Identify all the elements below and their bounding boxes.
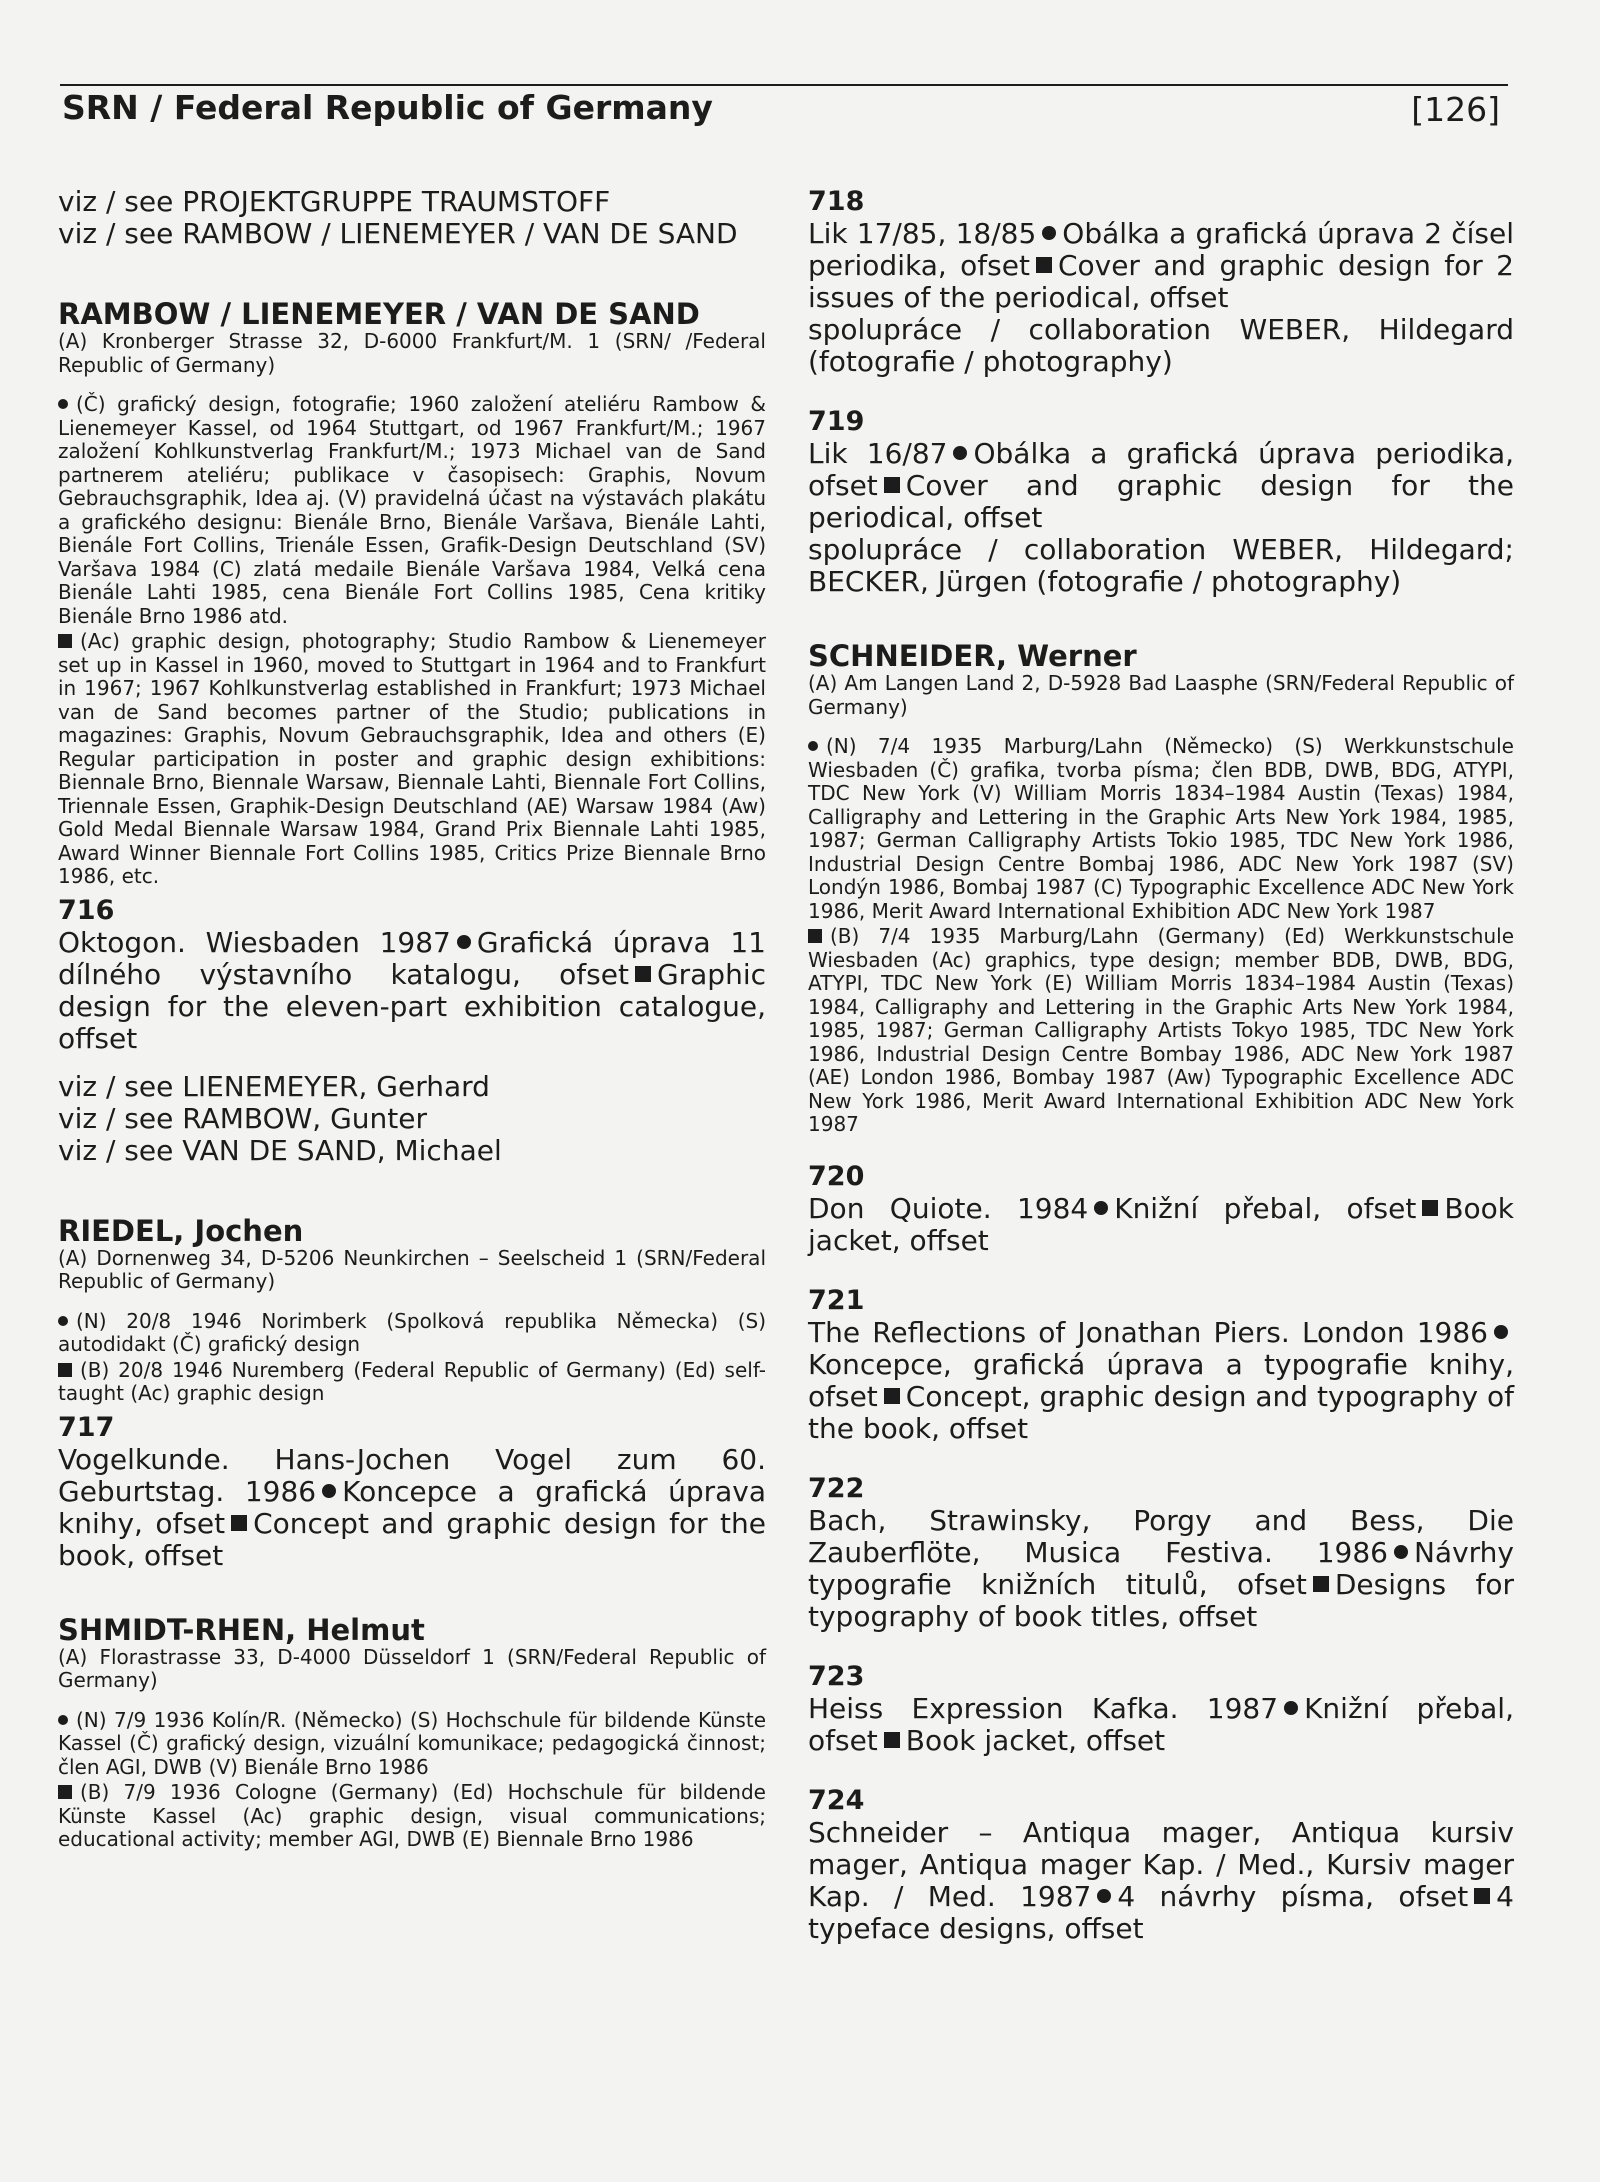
dot-icon [457,935,471,949]
artist-name: RAMBOW / LIENEMEYER / VAN DE SAND [58,297,700,331]
dot-icon [953,446,967,460]
square-icon [884,1388,900,1404]
entry-text: Heiss Expression Kafka. 1987 Knižní přebal, ofset Book jacket, offset [808,1691,1514,1757]
artist-address: (A) Kronberger Strasse 32, D-6000 Frankfurt/M. 1 (SRN/ /Federal Republic of Germany) [58,329,766,377]
entry-text: The Reflections of Jonathan Piers. London 1986Koncepce, grafická úprava a typografie knihy, ofset Concept, graphic design and typography of the book, offset [808,1315,1514,1445]
entry-text: Lik 17/85, 18/85 Obálka a grafická úprava 2 čísel periodika, ofset Cover and graphic design for 2 issues of the periodical, offset [808,217,1514,314]
entry-text: Bach, Strawinsky, Porgy and Bess, Die Zauberflöte, Musica Festiva. 1986 Návrhy typografie knižních titulů, ofset Designs for typography of book titles, offset [808,1503,1514,1633]
square-icon [635,966,651,982]
entry-number: 721 [808,1284,865,1316]
entry-text: Schneider – Antiqua mager, Antiqua kursiv mager, Antiqua mager Kap. / Med., Kursiv mager Kap. / Med. 1987 4 návrhy písma, ofset 4 typeface designs, offset [808,1815,1514,1945]
english-square-icon [58,1363,72,1377]
entry-text: Oktogon. Wiesbaden 1987 Grafická úprava 11 dílného výstavního katalogu, ofset Graphic design for the eleven-part exhibition catalogue, offset [58,925,766,1055]
entry-number: 718 [808,186,865,217]
square-icon [1313,1576,1329,1592]
artist-address: (A) Dornenweg 34, D-5206 Neunkirchen – Seelscheid 1 (SRN/Federal Republic of Germany) [58,1245,766,1293]
artist-address: (A) Am Langen Land 2, D-5928 Bad Laasphe (SRN/Federal Republic of Germany) [808,671,1514,719]
see-ref: viz / see LIENEMEYER, Gerhard [58,1069,490,1103]
artist-address: (A) Florastrasse 33, D-4000 Düsseldorf 1 (SRN/Federal Republic of Germany) [58,1644,766,1692]
dot-icon [1097,1889,1111,1903]
artist-entry-shmidt [58,1614,766,1852]
entry-number: 723 [808,1660,865,1692]
czech-dot-icon [808,741,818,751]
dot-icon [1284,1701,1298,1715]
entry-text: Vogelkunde. Hans-Jochen Vogel zum 60. Geburtstag. 1986 Koncepce a grafická úprava knihy, ofset Concept and graphic design for the book, offset [58,1442,766,1572]
artist-entry-riedel [58,1215,766,1406]
bio-czech: (N) 20/8 1946 Norimberk (Spolková republika Německa) (S) autodidakt (Č) grafický design [58,1308,766,1356]
artist-entry-schneider [808,640,1514,1137]
square-icon [1474,1888,1490,1904]
bio-english: (B) 7/9 1936 Cologne (Germany) (Ed) Hochschule für bildende Künste Kassel (Ac) graphic design, visual communications; educational activity; member AGI, DWB (E) Biennale Brno 1986 [58,1780,766,1851]
artist-name: SHMIDT-RHEN, Helmut [58,1612,425,1647]
artist-entry-rambow [58,298,766,889]
czech-dot-icon [58,399,68,409]
dot-icon [1094,1201,1108,1215]
see-ref: viz / see RAMBOW / LIENEMEYER / VAN DE SAND [58,217,738,250]
see-ref: viz / see PROJEKTGRUPPE TRAUMSTOFF [58,185,611,218]
left-column [58,186,766,1854]
square-icon [231,1515,247,1531]
dot-icon [1394,1545,1408,1559]
entry-number: 716 [58,894,115,926]
czech-dot-icon [58,1715,68,1725]
entry-text: Don Quiote. 1984 Knižní přebal, ofset Book jacket, offset [808,1191,1514,1257]
bio-czech: (Č) grafický design, fotografie; 1960 založení ateliéru Rambow & Lienemeyer Kassel, od 1964 Stuttgart, od 1967 Frankfurt/M.; 1967 založení Kohlkunstverlag Frankfurt/M.; 1973 Michael van de Sand partnerem ateliéru; publikace v časopisech: Graphis, Novum Gebrauchsgraphik, Idea aj. (V) pravidelná účast na výstavách plakátu a grafického designu: Bienále Brno, Bienále Varšava, Bienále Lahti, Bienále Fort Collins, Trienále Essen, Grafik-Design Deutschland (SV) Varšava 1984 (C) zlatá medaile Bienále Varšava 1984, Velká cena Bienále Lahti 1985, cena Bienále Fort Collins 1985, Cena kritiky Bienále Brno 1986 atd. [58,392,766,628]
czech-dot-icon [58,1316,68,1326]
bio-english: (B) 7/4 1935 Marburg/Lahn (Germany) (Ed) Werkkunstschule Wiesbaden (Ac) graphics, type design; member BDB, DWB, BDG, ATYPI, TDC New York (E) William Morris 1834–1984 Austin (Texas) 1984, Calligraphy and Lettering in the Graphic Arts New York 1984, 1985, 1987; German Calligraphy Artists Tokyo 1985, TDC New York 1986, Industrial Design Centre Bombay 1986, ADC New York 1987 (AE) London 1986, Bombay 1987 (Aw) Typographic Excellence ADC New York 1986, Merit Award International Exhibition ADC New York 1987 [808,924,1514,1136]
see-references [58,186,766,250]
header-rule [60,84,1508,86]
bio-czech: (N) 7/4 1935 Marburg/Lahn (Německo) (S) Werkkunstschule Wiesbaden (Č) grafika, tvorba písma; člen BDB, DWB, BDG, ATYPI, TDC New York (V) William Morris 1834–1984 Austin (Texas) 1984, Calligraphy and Lettering in the Graphic Arts New York 1984, 1985, 1987; German Calligraphy Artists Tokio 1985, TDC New York 1986, Industrial Design Centre Bombaj 1986, ADC New York 1987 (SV) Londýn 1986, Bombaj 1987 (C) Typographic Excellence ADC New York 1986, Merit Award International Exhibition ADC New York 1987 [808,734,1514,923]
entry-text: Lik 16/87 Obálka a grafická úprava periodika, ofset Cover and graphic design for the periodical, offset [808,437,1515,534]
see-ref: viz / see VAN DE SAND, Michael [58,1133,502,1167]
entry-number: 719 [808,406,865,437]
bio-czech: (N) 7/9 1936 Kolín/R. (Německo) (S) Hochschule für bildende Künste Kassel (Č) grafický design, vizuální komunikace; pedagogická činnost; člen AGI, DWB (V) Bienále Brno 1986 [58,1707,766,1779]
english-square-icon [808,929,822,943]
right-column [808,186,1514,1945]
artist-name: SCHNEIDER, Werner [808,639,1137,673]
square-icon [884,477,900,493]
page-header [62,88,1508,138]
square-icon [884,1732,900,1748]
square-icon [1422,1200,1438,1216]
dot-icon [1042,226,1056,240]
see-ref: viz / see RAMBOW, Gunter [58,1101,428,1135]
artist-name: RIEDEL, Jochen [58,1213,304,1248]
entry-number: 722 [808,1472,865,1504]
page-title: SRN / Federal Republic of Germany [62,88,713,127]
english-square-icon [58,634,72,648]
bio-english: (Ac) graphic design, photography; Studio Rambow & Lienemeyer set up in Kassel in 1960, moved to Stuttgart in 1964 and to Frankfurt in 1967; 1967 Kohlkunstverlag established in Frankfurt; 1973 Michael van de Sand becomes partner of the Studio; publications in magazines: Graphis, Novum Gebrauchsgraphik, Idea and others (E) Regular participation in poster and graphic design exhibitions: Biennale Brno, Biennale Warsaw, Biennale Lahti, Biennale Fort Collins, Triennale Essen, Graphik-Design Deutschland (AE) Warsaw 1984 (Aw) Gold Medal Biennale Warsaw 1984, Grand Prix Biennale Lahti 1985, Award Winner Biennale Fort Collins 1985, Critics Prize Biennale Brno 1986, etc. [58,629,766,888]
english-square-icon [58,1785,72,1799]
entry-collaboration: spolupráce / collaboration WEBER, Hildegard; BECKER, Jürgen (fotografie / photography) [808,533,1514,598]
entry-number: 720 [808,1160,865,1192]
bio-english: (B) 20/8 1946 Nuremberg (Federal Republic of Germany) (Ed) self-taught (Ac) graphic design [58,1357,766,1405]
dot-icon [1494,1325,1508,1339]
square-icon [1036,257,1052,273]
entry-number: 724 [808,1784,865,1816]
see-references-2 [58,1071,766,1167]
dot-icon [322,1484,336,1498]
entry-collaboration: spolupráce / collaboration WEBER, Hildegard (fotografie / photography) [808,313,1514,378]
entry-number: 717 [58,1411,115,1443]
page-number: [126] [1411,90,1500,129]
